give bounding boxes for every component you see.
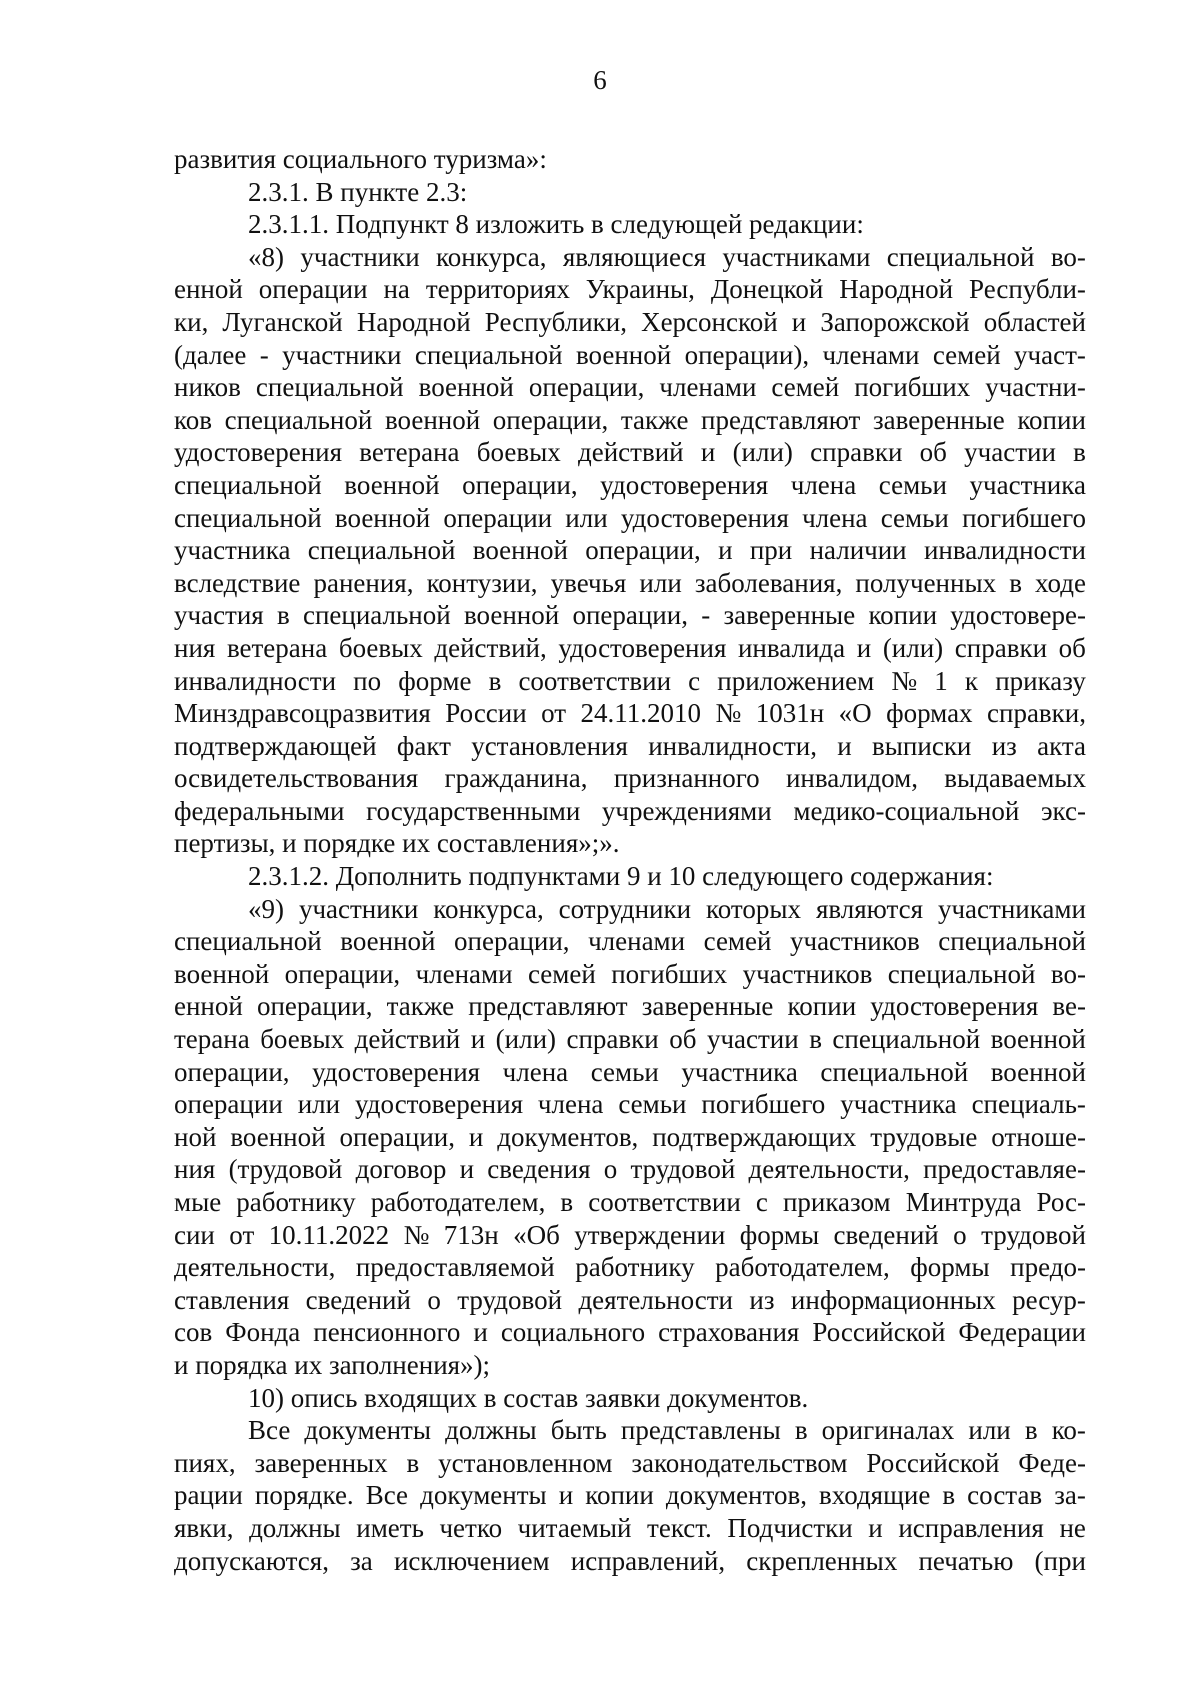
text-line: операции или удостоверения члена семьи погибшего участника специаль- (174, 1089, 1086, 1120)
text-line: 10) опись входящих в состав заявки документов. (248, 1382, 809, 1413)
text-line: ной военной операции, и документов, подтверждающих трудовые отноше- (174, 1121, 1086, 1152)
text-line: операции, удостоверения члена семьи участника специальной военной (174, 1056, 1086, 1087)
text-line: ков специальной военной операции, также представляют заверенные копии (174, 404, 1086, 435)
text-line: освидетельствования гражданина, признанного инвалидом, выдаваемых (174, 763, 1086, 794)
text-line: ки, Луганской Народной Республики, Херсонской и Запорожской областей (174, 306, 1086, 337)
text-line: федеральными государственными учреждениями медико-социальной экс- (174, 795, 1086, 826)
text-line: специальной военной операции, членами семей участников специальной (174, 926, 1086, 957)
text-line: удостоверения ветерана боевых действий и (или) справки об участии в (174, 437, 1086, 468)
text-line: ния (трудовой договор и сведения о трудовой деятельности, предоставляе- (174, 1154, 1086, 1185)
text-line: рации порядке. Все документы и копии документов, входящие в состав за- (174, 1480, 1086, 1511)
text-line: военной операции, членами семей погибших участников специальной во- (174, 958, 1086, 989)
text-line: участника специальной военной операции, и при наличии инвалидности (174, 535, 1086, 566)
text-line: и порядка их заполнения»); (174, 1349, 491, 1380)
text-line: «8) участники конкурса, являющиеся участниками специальной во- (248, 241, 1086, 272)
text-line: «9) участники конкурса, сотрудники которых являются участниками (248, 893, 1086, 924)
text-line: сии от 10.11.2022 № 713н «Об утверждении формы сведений о трудовой (174, 1219, 1086, 1250)
text-line: развития социального туризма»: (174, 144, 547, 174)
text-line: ния ветерана боевых действий, удостоверения инвалида и (или) справки об (174, 632, 1086, 663)
text-line: терана боевых действий и (или) справки об участии в специальной военной (174, 1024, 1086, 1055)
text-line: вследствие ранения, контузии, увечья или заболевания, полученных в ходе (174, 567, 1086, 598)
text-line: деятельности, предоставляемой работнику работодателем, формы предо- (174, 1252, 1086, 1283)
text-line: инвалидности по форме в соответствии с приложением № 1 к приказу (174, 665, 1086, 696)
text-line: допускаются, за исключением исправлений, скрепленных печатью (при (174, 1545, 1086, 1576)
text-line: (далее - участники специальной военной операции), членами семей участ- (174, 339, 1086, 370)
text-line: явки, должны иметь четко читаемый текст. Подчистки и исправления не (174, 1512, 1086, 1543)
text-line: ставления сведений о трудовой деятельности из информационных ресур- (174, 1284, 1086, 1315)
text-line: 2.3.1. В пункте 2.3: (248, 176, 468, 207)
text-line: специальной военной операции, удостоверения члена семьи участника (174, 469, 1086, 500)
text-line: подтверждающей факт установления инвалидности, и выписки из акта (174, 730, 1086, 761)
text-line: специальной военной операции или удостоверения члена семьи погибшего (174, 502, 1086, 533)
text-line: енной операции, также представляют заверенные копии удостоверения ве- (174, 991, 1086, 1022)
text-line: участия в специальной военной операции, - заверенные копии удостовере- (174, 600, 1086, 631)
text-line: Минздравсоцразвития России от 24.11.2010 № 1031н «О формах справки, (174, 698, 1086, 729)
text-line: сов Фонда пенсионного и социального страхования Российской Федерации (174, 1317, 1086, 1348)
text-line: енной операции на территориях Украины, Донецкой Народной Республи- (174, 274, 1086, 305)
text-line: пертизы, и порядке их составления»;». (174, 828, 620, 859)
page-number: 6 (593, 65, 607, 95)
text-line: 2.3.1.2. Дополнить подпунктами 9 и 10 следующего содержания: (248, 861, 994, 892)
text-line: пиях, заверенных в установленном законодательством Российской Феде- (174, 1447, 1086, 1478)
text-line: Все документы должны быть представлены в оригиналах или в ко- (248, 1415, 1086, 1446)
document-body (174, 143, 1086, 1577)
text-line: ников специальной военной операции, членами семей погибших участни- (174, 372, 1086, 403)
text-line: 2.3.1.1. Подпункт 8 изложить в следующей редакции: (248, 209, 864, 240)
text-line: мые работнику работодателем, в соответствии с приказом Минтруда Рос- (174, 1187, 1086, 1217)
